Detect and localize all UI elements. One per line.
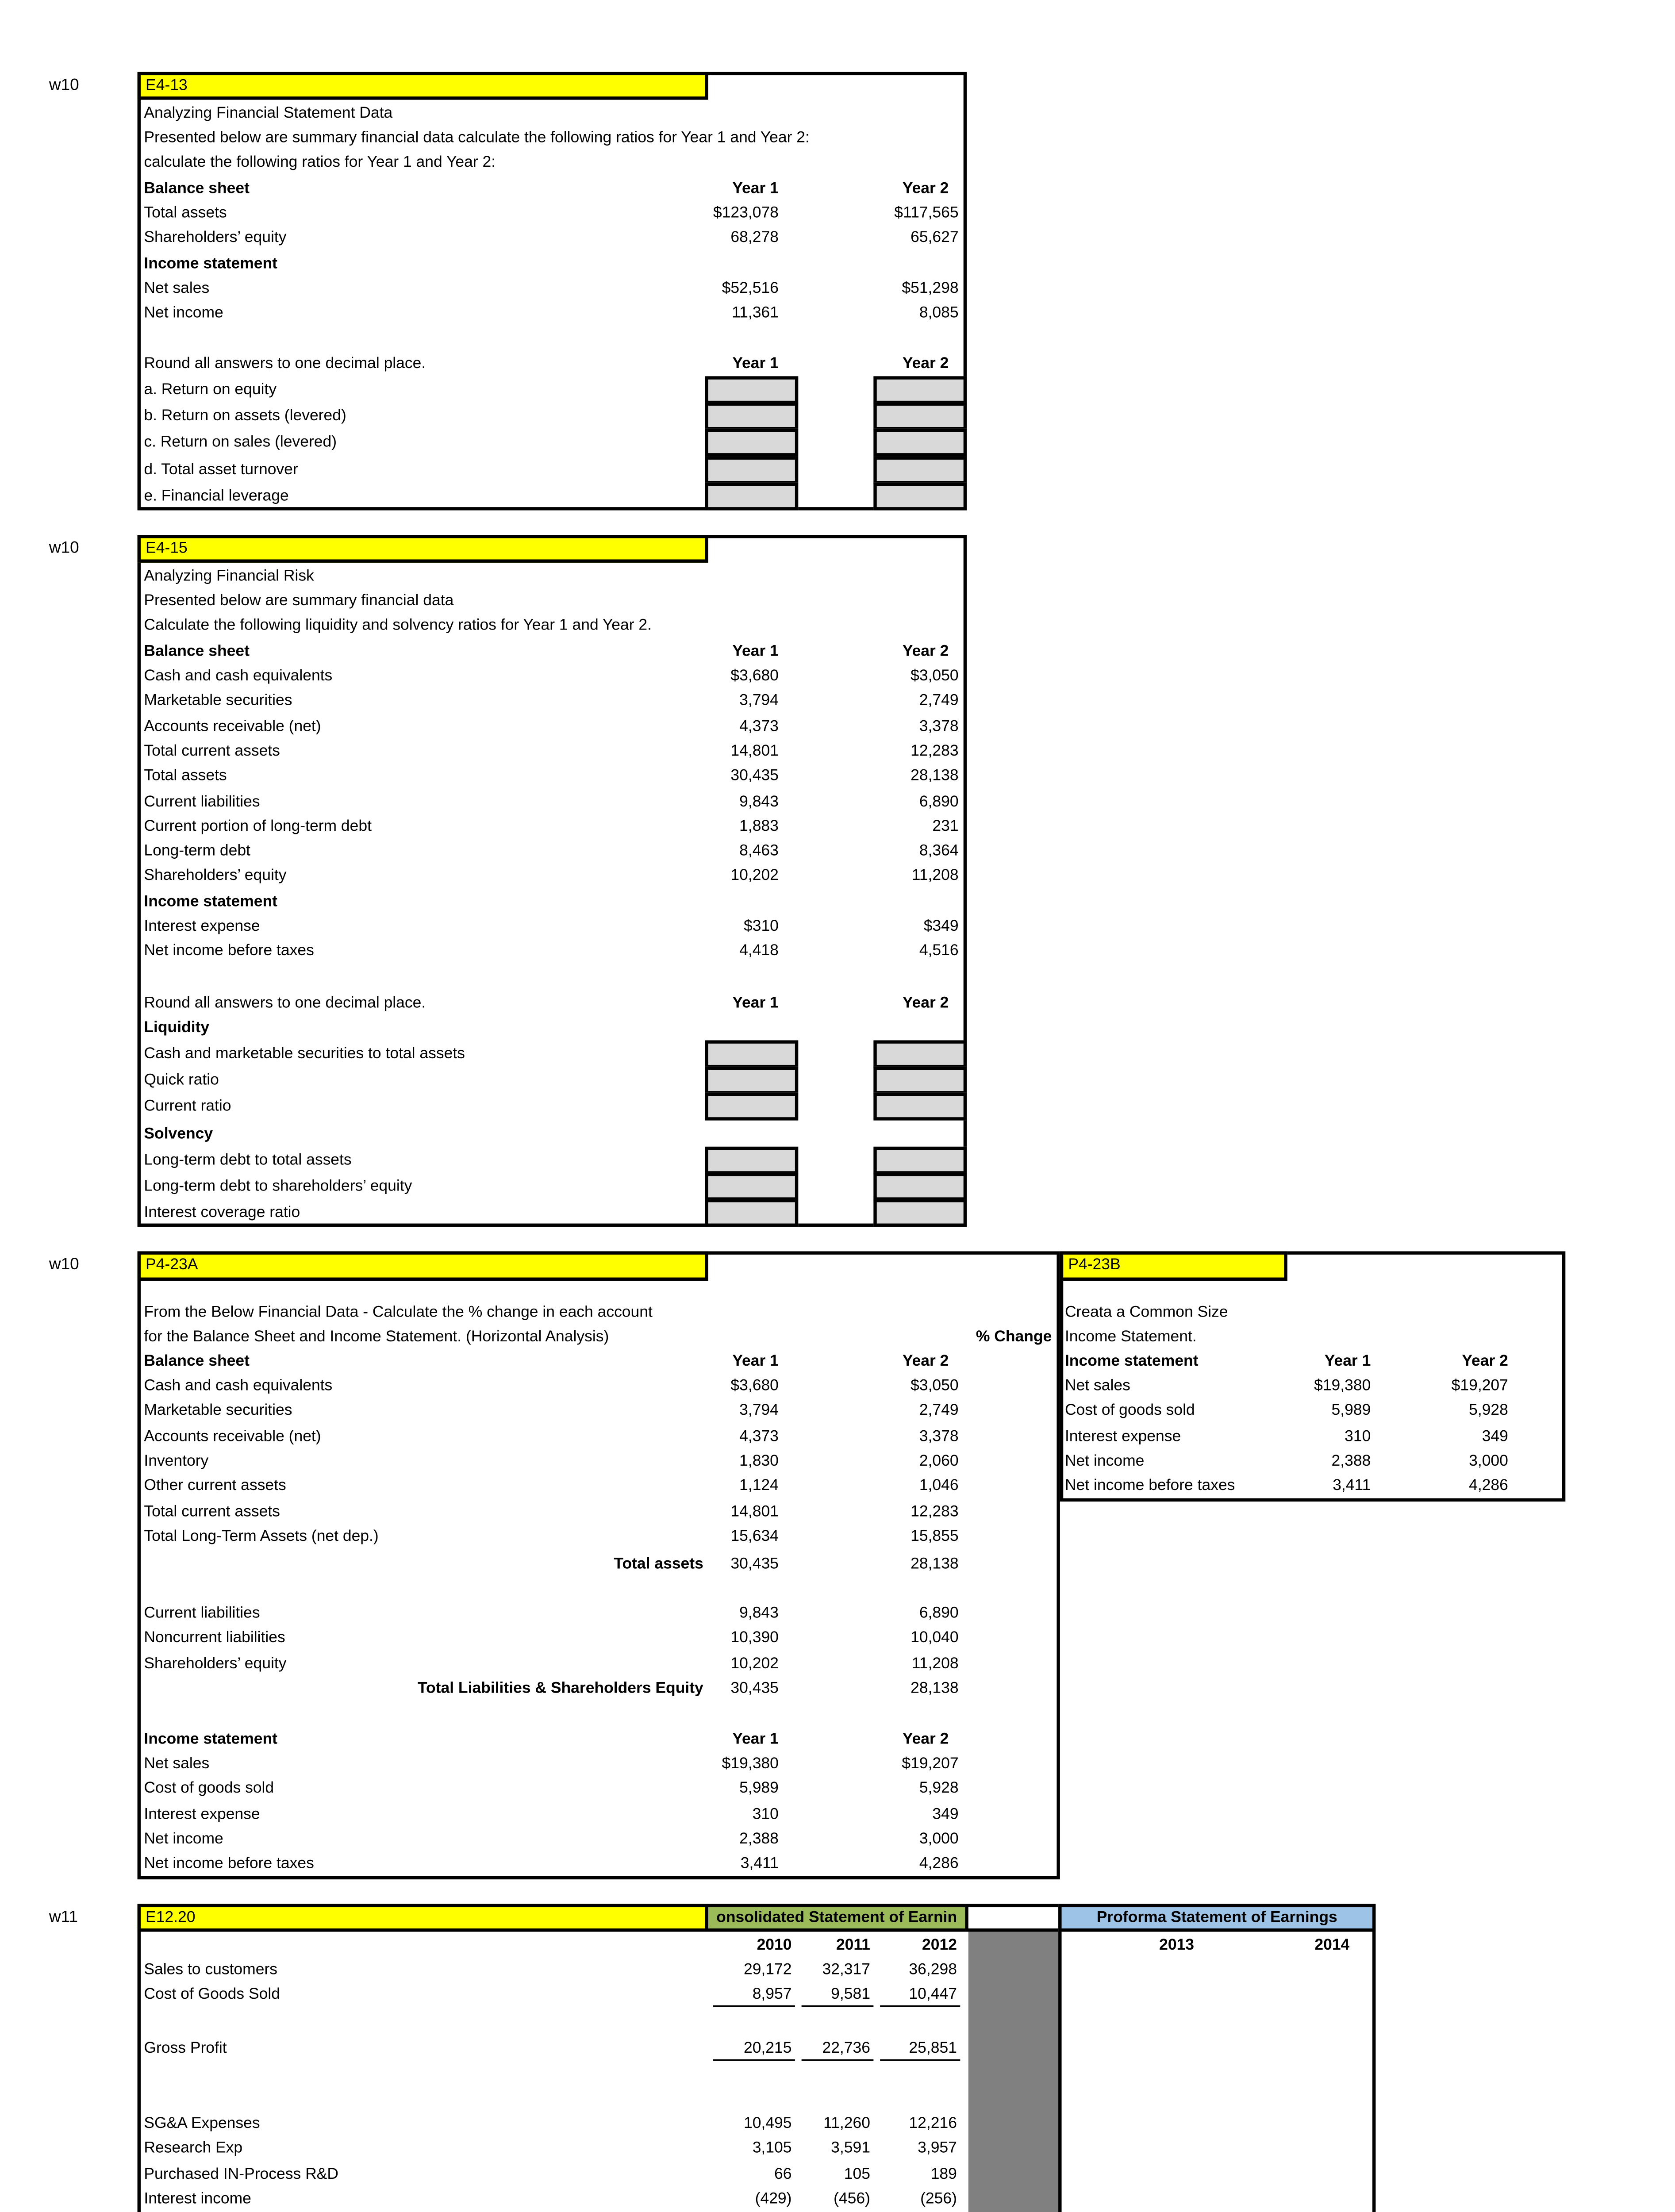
e4-15-instruction-2: Calculate the following liquidity and solvency ratios for Year 1 and Year 2. xyxy=(144,616,652,635)
row-label: Shareholders’ equity xyxy=(144,1655,287,1673)
year2-value: 1,046 xyxy=(919,1477,959,1496)
year2-value: 15,855 xyxy=(910,1527,959,1546)
income-statement-label: Income statement xyxy=(144,255,277,273)
e4-13-instruction-2: calculate the following ratios for Year 1 and Year 2: xyxy=(144,154,496,172)
year2-value: $117,565 xyxy=(894,204,959,223)
value-cell: 9,581 xyxy=(831,1985,870,2004)
total-assets-label: Total assets xyxy=(614,1555,703,1574)
row-label: Net income before taxes xyxy=(144,1855,314,1874)
year-header: 2011 xyxy=(836,1936,870,1955)
year1-answer-input[interactable] xyxy=(705,1200,799,1228)
value-cell: 29,172 xyxy=(744,1961,792,1979)
p4-23b-header: P4-23B xyxy=(1060,1251,1287,1281)
row-label: Purchased IN-Process R&D xyxy=(144,2165,338,2183)
ratio-label: Interest coverage ratio xyxy=(144,1204,300,1223)
p4-23a-instruction-2: for the Balance Sheet and Income Statement. (Horizontal Analysis) xyxy=(144,1328,609,1346)
ratio-label: Long-term debt to total assets xyxy=(144,1151,352,1170)
total-underline xyxy=(713,2059,795,2061)
value-cell: 10,447 xyxy=(909,1985,957,2004)
year2-value: 11,208 xyxy=(911,1655,959,1673)
year1-value: 10,390 xyxy=(730,1629,779,1648)
row-label: Interest expense xyxy=(144,1805,260,1823)
proforma-year-header: 2014 xyxy=(1314,1936,1350,1955)
row-label: Shareholders’ equity xyxy=(144,868,287,886)
year1-header: Year 1 xyxy=(732,1352,779,1371)
year1-value: 5,989 xyxy=(739,1780,779,1798)
income-statement-label: Income statement xyxy=(1064,1352,1199,1371)
row-label: Cash and cash equivalents xyxy=(144,667,333,686)
value-cell: 22,736 xyxy=(822,2039,870,2058)
ratio-label: Long-term debt to shareholders’ equity xyxy=(144,1178,412,1196)
year2-header: Year 2 xyxy=(902,180,949,198)
year2-answer-input[interactable] xyxy=(873,1147,967,1175)
year2-value: 2,749 xyxy=(919,692,959,710)
year1-header: Year 1 xyxy=(732,994,779,1013)
year1-value: 9,843 xyxy=(739,1605,779,1623)
year2-header: Year 2 xyxy=(902,1352,949,1371)
row-label: Gross Profit xyxy=(144,2039,227,2058)
year1-header: Year 1 xyxy=(732,1730,779,1749)
e4-13-instruction: Presented below are summary financial data calculate the following ratios for Year 1 and Year 2: xyxy=(144,129,810,147)
year1-value: 10,202 xyxy=(730,1655,779,1673)
year1-value: 4,373 xyxy=(739,1427,779,1445)
balance-sheet-label: Balance sheet xyxy=(144,1352,250,1371)
value-cell: 189 xyxy=(930,2165,957,2183)
total-underline xyxy=(802,2059,874,2061)
year1-value: 14,801 xyxy=(730,742,779,760)
year2-value: 2,749 xyxy=(919,1402,959,1421)
ratio-label: a. Return on equity xyxy=(144,381,277,399)
divider xyxy=(1058,1904,1061,2212)
ratio-label: b. Return on assets (levered) xyxy=(144,407,346,426)
year2-value: 8,364 xyxy=(919,842,959,861)
value-cell: 3,105 xyxy=(752,2140,792,2158)
year2-value: 28,138 xyxy=(910,767,959,786)
row-label: Current liabilities xyxy=(144,792,260,811)
year2-value: 5,928 xyxy=(1469,1402,1508,1421)
total-underline xyxy=(880,2059,960,2061)
value-cell: 105 xyxy=(844,2165,870,2183)
year1-value: 11,361 xyxy=(732,304,779,323)
p4-23b-instruction: Creata a Common Size xyxy=(1064,1303,1228,1322)
year1-value: $3,680 xyxy=(730,1377,779,1395)
year-header: 2010 xyxy=(757,1936,792,1955)
income-statement-label: Income statement xyxy=(144,893,277,911)
row-label: Net income xyxy=(144,304,223,323)
year1-value: $52,516 xyxy=(722,280,779,298)
row-label: Interest expense xyxy=(1064,1427,1181,1445)
year2-header: Year 2 xyxy=(1462,1352,1508,1371)
value-cell: (429) xyxy=(755,2190,792,2208)
row-label: Noncurrent liabilities xyxy=(144,1629,285,1648)
row-label: Total assets xyxy=(144,204,227,223)
year2-value: $51,298 xyxy=(902,280,959,298)
balance-sheet-label: Balance sheet xyxy=(144,643,250,661)
year2-answer-input[interactable] xyxy=(873,456,967,484)
year1-answer-input[interactable] xyxy=(705,482,799,510)
year2-value: $19,207 xyxy=(1451,1377,1508,1395)
year2-value: 3,000 xyxy=(919,1830,959,1848)
year1-value: 30,435 xyxy=(730,1680,779,1698)
row-label: Interest income xyxy=(144,2190,251,2208)
row-label: Total assets xyxy=(144,767,227,786)
row-label: Total current assets xyxy=(144,1502,280,1521)
year1-value: 4,373 xyxy=(739,717,779,736)
year2-value: 65,627 xyxy=(910,229,959,248)
year1-value: 2,388 xyxy=(1331,1452,1371,1471)
year1-answer-input[interactable] xyxy=(705,456,799,484)
year2-value: $3,050 xyxy=(910,667,959,686)
value-cell: 36,298 xyxy=(909,1961,957,1979)
year2-answer-input[interactable] xyxy=(873,1093,967,1121)
row-label: Net sales xyxy=(144,1755,210,1773)
e12-20-header: E12.20 xyxy=(138,1904,708,1932)
year2-answer-input[interactable] xyxy=(873,429,967,457)
year1-answer-input[interactable] xyxy=(705,1093,799,1121)
year1-value: 310 xyxy=(1345,1427,1371,1445)
year2-value: 4,286 xyxy=(919,1855,959,1874)
year1-value: 9,843 xyxy=(739,792,779,811)
row-label: Interest expense xyxy=(144,918,260,936)
week-label: w10 xyxy=(49,1256,79,1275)
row-label: Net income xyxy=(144,1830,223,1848)
year1-value: 15,634 xyxy=(730,1527,779,1546)
row-label: Net sales xyxy=(144,280,210,298)
year2-value: 3,000 xyxy=(1469,1452,1508,1471)
row-label: Cost of goods sold xyxy=(144,1780,274,1798)
year2-answer-input[interactable] xyxy=(873,1040,967,1068)
row-label: Marketable securities xyxy=(144,692,292,710)
row-label: Net income xyxy=(1064,1452,1145,1471)
year1-value: 30,435 xyxy=(730,767,779,786)
total-underline xyxy=(802,2005,874,2007)
pct-change-header: % Change xyxy=(976,1328,1052,1346)
value-cell: (256) xyxy=(920,2190,957,2208)
year2-answer-input[interactable] xyxy=(873,403,967,430)
p4-23b-instruction-2: Income Statement. xyxy=(1064,1328,1197,1346)
year1-header: Year 1 xyxy=(732,355,779,373)
year2-value: 8,085 xyxy=(919,304,959,323)
row-label: Cost of Goods Sold xyxy=(144,1985,280,2004)
row-label: Accounts receivable (net) xyxy=(144,1427,321,1445)
year2-header: Year 2 xyxy=(902,355,949,373)
grey-column xyxy=(968,1932,1060,2212)
row-label: Research Exp xyxy=(144,2140,243,2158)
value-cell: 10,495 xyxy=(744,2115,792,2133)
row-label: SG&A Expenses xyxy=(144,2115,260,2133)
value-cell: 66 xyxy=(774,2165,792,2183)
year2-value: 349 xyxy=(932,1805,959,1823)
ratio-label: c. Return on sales (levered) xyxy=(144,434,337,452)
row-label: Net sales xyxy=(1064,1377,1130,1395)
year2-value: 349 xyxy=(1482,1427,1508,1445)
consolidated-statement-header: onsolidated Statement of Earnin xyxy=(705,1904,968,1932)
year2-answer-input[interactable] xyxy=(873,1067,967,1094)
year1-header: Year 1 xyxy=(732,180,779,198)
year1-value: $123,078 xyxy=(713,204,779,223)
year1-answer-input[interactable] xyxy=(705,429,799,457)
year2-answer-input[interactable] xyxy=(873,376,967,404)
year1-header: Year 1 xyxy=(1324,1352,1371,1371)
value-cell: 8,957 xyxy=(752,1985,792,2004)
row-label: Shareholders’ equity xyxy=(144,229,287,248)
year1-value: 1,883 xyxy=(739,817,779,836)
year1-value: $3,680 xyxy=(730,667,779,686)
row-label: Long-term debt xyxy=(144,842,250,861)
e4-15-instruction: Presented below are summary financial data xyxy=(144,592,454,611)
year1-value: 1,124 xyxy=(739,1477,779,1496)
year1-value: 310 xyxy=(752,1805,779,1823)
year2-value: $349 xyxy=(923,918,959,936)
year1-value: $19,380 xyxy=(1314,1377,1371,1395)
value-cell: 12,216 xyxy=(909,2115,957,2133)
ratio-label: Quick ratio xyxy=(144,1071,219,1090)
row-label: Inventory xyxy=(144,1452,209,1471)
year1-value: 2,388 xyxy=(739,1830,779,1848)
e4-15-title: Analyzing Financial Risk xyxy=(144,567,314,586)
ratio-label: e. Financial leverage xyxy=(144,487,289,505)
week-label: w10 xyxy=(49,540,79,558)
e4-13-header: E4-13 xyxy=(138,72,708,100)
value-cell: 20,215 xyxy=(744,2039,792,2058)
income-statement-label: Income statement xyxy=(144,1730,277,1749)
total-underline xyxy=(880,2005,960,2007)
year2-value: 5,928 xyxy=(919,1780,959,1798)
year1-value: $19,380 xyxy=(722,1755,779,1773)
blank-header-cell xyxy=(965,1904,1061,1932)
year1-value: 10,202 xyxy=(730,868,779,886)
solvency-label: Solvency xyxy=(144,1125,213,1144)
row-label: Sales to customers xyxy=(144,1961,278,1979)
year2-value: 11,208 xyxy=(911,868,959,886)
p4-23a-instruction: From the Below Financial Data - Calculate the % change in each account xyxy=(144,1303,653,1322)
year1-value: 3,411 xyxy=(740,1855,779,1874)
row-label: Net income before taxes xyxy=(144,942,314,961)
e4-15-header: E4-15 xyxy=(138,535,708,563)
ratio-label: Current ratio xyxy=(144,1098,231,1117)
proforma-year-header: 2013 xyxy=(1159,1936,1195,1955)
ratio-label: Cash and marketable securities to total assets xyxy=(144,1045,465,1064)
p4-23a-header: P4-23A xyxy=(138,1251,708,1281)
year2-value: 6,890 xyxy=(919,1605,959,1623)
total-underline xyxy=(713,2005,795,2007)
balance-sheet-label: Balance sheet xyxy=(144,180,250,198)
value-cell: 11,260 xyxy=(823,2115,870,2133)
year2-header: Year 2 xyxy=(902,1730,949,1749)
year2-value: 28,138 xyxy=(910,1680,959,1698)
row-label: Cost of goods sold xyxy=(1064,1402,1195,1421)
round-instruction: Round all answers to one decimal place. xyxy=(144,355,426,373)
row-label: Current portion of long-term debt xyxy=(144,817,372,836)
row-label: Current liabilities xyxy=(144,1605,260,1623)
liquidity-label: Liquidity xyxy=(144,1019,210,1037)
year1-value: 4,418 xyxy=(739,942,779,961)
year2-value: 4,286 xyxy=(1469,1477,1508,1496)
year1-answer-input[interactable] xyxy=(705,1147,799,1175)
round-instruction: Round all answers to one decimal place. xyxy=(144,994,426,1013)
value-cell: (456) xyxy=(834,2190,870,2208)
year1-value: 5,989 xyxy=(1331,1402,1371,1421)
row-label: Net income before taxes xyxy=(1064,1477,1235,1496)
year1-value: 3,794 xyxy=(739,692,779,710)
year2-value: 231 xyxy=(932,817,959,836)
year2-value: 2,060 xyxy=(919,1452,959,1471)
year2-value: $19,207 xyxy=(902,1755,959,1773)
week-label: w10 xyxy=(49,77,79,95)
year1-answer-input[interactable] xyxy=(705,1067,799,1094)
year1-answer-input[interactable] xyxy=(705,1173,799,1201)
year2-value: 12,283 xyxy=(910,742,959,760)
row-label: Other current assets xyxy=(144,1477,286,1496)
value-cell: 32,317 xyxy=(822,1961,870,1979)
year2-answer-input[interactable] xyxy=(873,1200,967,1228)
ratio-label: d. Total asset turnover xyxy=(144,461,298,479)
row-label: Total current assets xyxy=(144,742,280,760)
e4-13-title: Analyzing Financial Statement Data xyxy=(144,104,393,123)
year1-value: $310 xyxy=(744,918,779,936)
value-cell: 3,957 xyxy=(918,2140,957,2158)
year1-answer-input[interactable] xyxy=(705,403,799,430)
year2-value: 6,890 xyxy=(919,792,959,811)
year2-value: 3,378 xyxy=(919,717,959,736)
row-label: Cash and cash equivalents xyxy=(144,1377,333,1395)
year2-value: 4,516 xyxy=(919,942,959,961)
year1-value: 30,435 xyxy=(730,1555,779,1574)
year1-answer-input[interactable] xyxy=(705,1040,799,1068)
value-cell: 3,591 xyxy=(831,2140,870,2158)
row-label: Total Long-Term Assets (net dep.) xyxy=(144,1527,379,1546)
year2-value: 12,283 xyxy=(910,1502,959,1521)
year1-value: 68,278 xyxy=(730,229,779,248)
year1-value: 1,830 xyxy=(739,1452,779,1471)
year1-value: 3,411 xyxy=(1333,1477,1371,1496)
row-label: Marketable securities xyxy=(144,1402,292,1421)
year1-answer-input[interactable] xyxy=(705,376,799,404)
week-label: w11 xyxy=(49,1909,78,1927)
year2-header: Year 2 xyxy=(902,994,949,1013)
year2-value: 3,378 xyxy=(919,1427,959,1445)
year1-value: 8,463 xyxy=(739,842,779,861)
total-liabilities-equity-label: Total Liabilities & Shareholders Equity xyxy=(417,1680,703,1698)
row-label: Accounts receivable (net) xyxy=(144,717,321,736)
year1-header: Year 1 xyxy=(732,643,779,661)
year2-value: 28,138 xyxy=(910,1555,959,1574)
year2-value: $3,050 xyxy=(910,1377,959,1395)
year-header: 2012 xyxy=(922,1936,957,1955)
year1-value: 3,794 xyxy=(739,1402,779,1421)
year2-answer-input[interactable] xyxy=(873,482,967,510)
proforma-statement-header: Proforma Statement of Earnings xyxy=(1058,1904,1375,1932)
year2-header: Year 2 xyxy=(902,643,949,661)
value-cell: 25,851 xyxy=(909,2039,957,2058)
year2-answer-input[interactable] xyxy=(873,1173,967,1201)
year2-value: 10,040 xyxy=(910,1629,959,1648)
year1-value: 14,801 xyxy=(730,1502,779,1521)
